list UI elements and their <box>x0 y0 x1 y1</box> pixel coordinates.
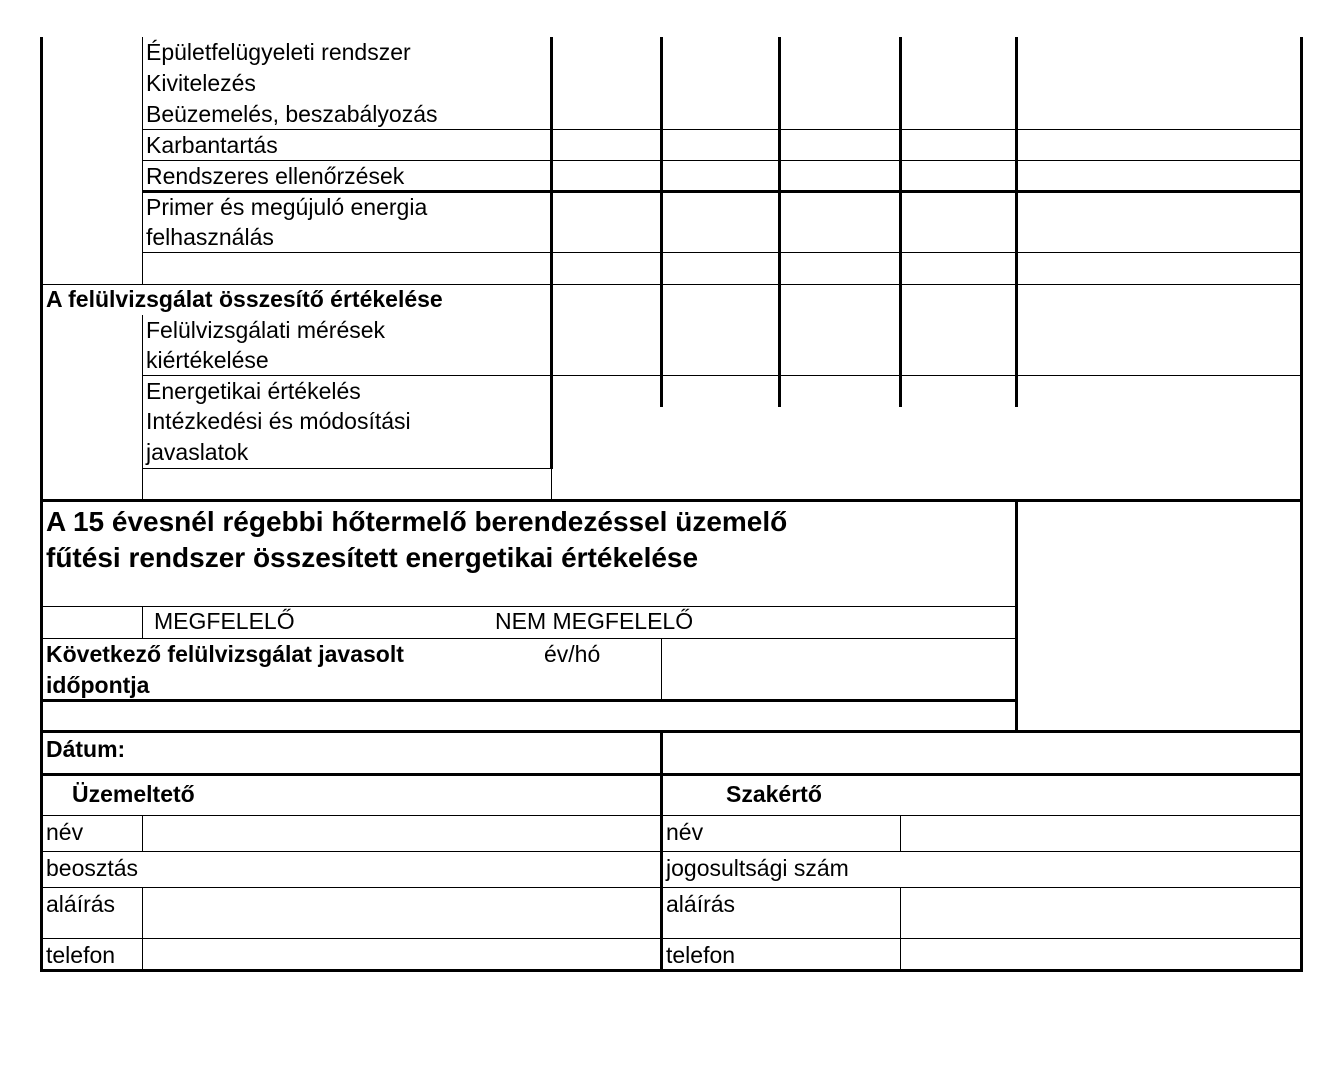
row-primary-energy-cont: felhasználás <box>146 224 274 250</box>
row-rule-6 <box>142 375 1303 376</box>
overall-top-rule <box>40 499 1303 502</box>
option-compliant[interactable]: MEGFELELŐ <box>154 608 295 634</box>
date-label: Dátum: <box>46 736 126 762</box>
expert-title: Szakértő <box>726 781 822 807</box>
operator-phone-field[interactable] <box>143 939 660 969</box>
row-regular-checks: Rendszeres ellenőrzések <box>146 163 405 189</box>
next-review-value-divider <box>661 638 662 699</box>
form-bottom-border <box>40 969 1303 972</box>
sig-rule-2 <box>40 851 1303 852</box>
year-month-label: év/hó <box>544 641 601 667</box>
row-construction: Kivitelezés <box>146 70 256 96</box>
expert-name-field[interactable] <box>901 816 1300 851</box>
row-maintenance: Karbantartás <box>146 132 278 158</box>
row-proposals-cont: javaslatok <box>146 439 249 465</box>
row-commissioning: Beüzemelés, beszabályozás <box>146 101 438 127</box>
col-divider-4 <box>899 37 902 407</box>
operator-title: Üzemeltető <box>72 781 195 807</box>
operator-name-label: név <box>46 819 84 845</box>
options-left-divider <box>142 606 143 638</box>
date-field[interactable] <box>663 733 1300 773</box>
expert-phone-label: telefon <box>666 942 736 968</box>
col-divider-2 <box>660 37 663 407</box>
next-review-bottom-rule <box>40 699 1016 702</box>
expert-name-label: név <box>666 819 704 845</box>
expert-signature-field[interactable] <box>901 888 1300 938</box>
operator-phone-label: telefon <box>46 942 116 968</box>
summary-title: A felülvizsgálat összesítő értékelése <box>46 286 443 312</box>
col-divider-3 <box>778 37 781 407</box>
overall-title-line1: A 15 évesnél régebbi hőtermelő berendezéssel üzemelő <box>46 506 788 537</box>
operator-position-label: beosztás <box>46 855 139 881</box>
option-non-compliant[interactable]: NEM MEGFELELŐ <box>495 608 694 634</box>
row-rule-7 <box>142 468 552 469</box>
expert-signature-label: aláírás <box>666 891 736 917</box>
overall-right-divider <box>1015 499 1018 732</box>
row-rule-3 <box>142 190 1303 193</box>
overall-title-line2: fűtési rendszer összesített energetikai értékelése <box>46 542 699 573</box>
options-bottom-rule <box>40 638 1016 639</box>
label-col-divider-2 <box>142 315 143 500</box>
row-measurements: Felülvizsgálati mérések <box>146 317 386 343</box>
operator-signature-field[interactable] <box>143 888 660 938</box>
left-border <box>40 37 43 972</box>
col-divider-1 <box>550 37 553 469</box>
row-energy-evaluation: Energetikai értékelés <box>146 378 361 404</box>
expert-phone-field[interactable] <box>901 939 1300 969</box>
right-border <box>1300 37 1303 972</box>
expert-license-label: jogosultsági szám <box>666 855 849 881</box>
next-review-date-field[interactable] <box>663 640 1015 698</box>
col-divider-1b <box>551 469 552 500</box>
row-rule-5 <box>40 284 1303 285</box>
next-review-label-cont: időpontja <box>46 672 150 698</box>
date-bottom-rule <box>40 773 1303 776</box>
row-proposals: Intézkedési és módosítási <box>146 408 411 434</box>
row-rule-4 <box>142 252 1303 253</box>
row-rule-2 <box>142 160 1303 161</box>
options-top-rule <box>40 606 1016 607</box>
row-rule-1 <box>142 129 1303 130</box>
operator-name-field[interactable] <box>143 816 660 851</box>
row-measurements-cont: kiértékelése <box>146 347 269 373</box>
row-primary-energy: Primer és megújuló energia <box>146 194 428 220</box>
row-building-management: Épületfelügyeleti rendszer <box>146 39 411 65</box>
operator-signature-label: aláírás <box>46 891 116 917</box>
next-review-label: Következő felülvizsgálat javasolt <box>46 641 404 667</box>
col-divider-5 <box>1015 37 1018 407</box>
